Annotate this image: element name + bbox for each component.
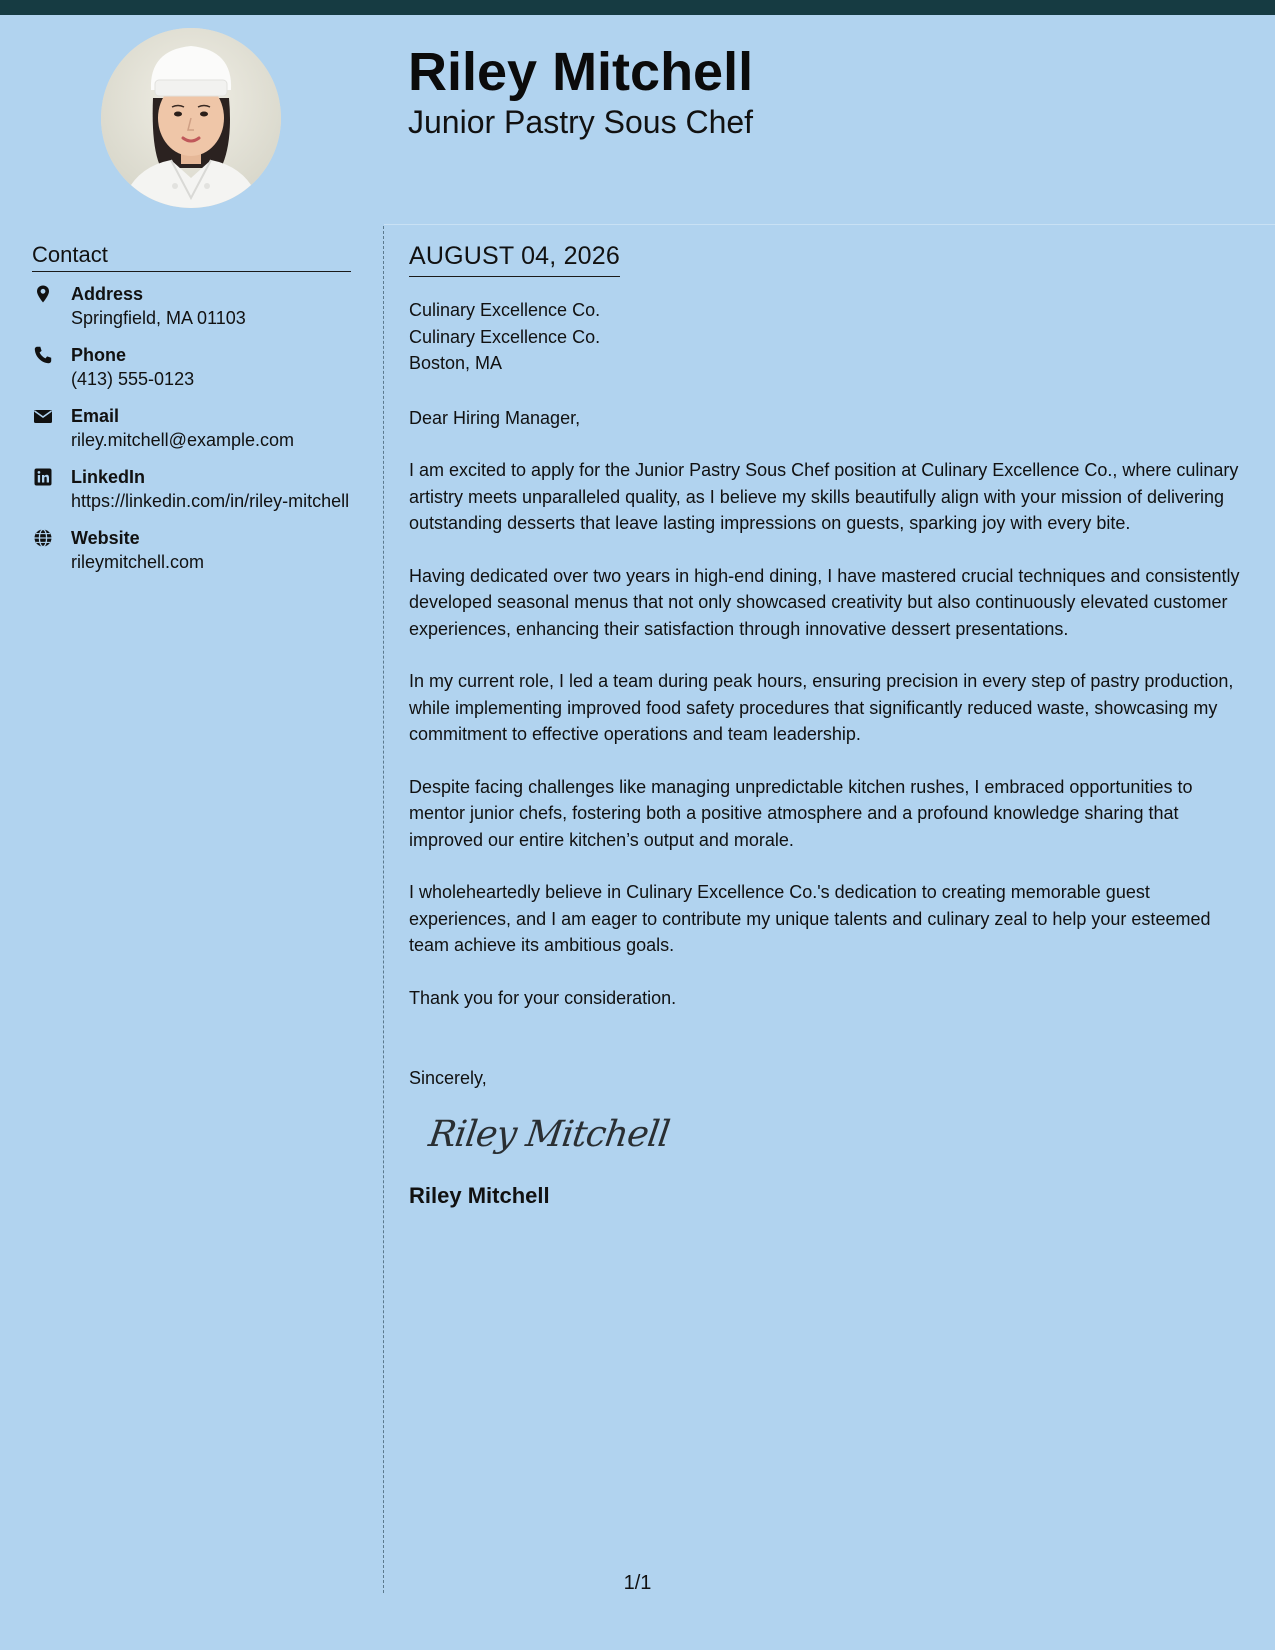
chef-portrait-icon <box>101 28 281 208</box>
contact-website <box>32 526 351 574</box>
avatar <box>101 28 281 208</box>
letter-paragraph: Thank you for your consideration. <box>409 987 677 1008</box>
phone-label: Phone <box>71 345 127 365</box>
header-divider <box>384 224 1275 225</box>
contact-heading: Contact <box>32 240 351 272</box>
phone-icon <box>33 345 53 365</box>
applicant-role: Junior Pastry Sous Chef <box>408 104 754 140</box>
contact-linkedin <box>32 465 351 513</box>
address-label: Address <box>71 284 144 304</box>
website-label: Website <box>71 528 140 548</box>
recipient-line: Culinary Excellence Co. <box>409 326 601 347</box>
letter-date: AUGUST 04, 2026 <box>409 240 620 277</box>
phone-value: (413) 555-0123 <box>71 369 195 389</box>
letter-paragraph: Having dedicated over two years in high-end dining, I have mastered crucial techniques and consistently developed seasonal menus that not only showcased creativity but also continuously elevated customer experiences, enhancing their satisfaction through innovative dessert presentations. <box>409 565 1240 639</box>
recipient-block <box>409 297 1249 377</box>
linkedin-value[interactable]: https://linkedin.com/in/riley-mitchell <box>71 491 350 511</box>
signoff-name: Riley Mitchell <box>409 1182 550 1208</box>
contact-address <box>32 282 351 330</box>
contact-sidebar <box>32 240 351 587</box>
envelope-icon <box>33 406 53 426</box>
top-accent-bar <box>0 0 1275 15</box>
address-value: Springfield, MA 01103 <box>71 308 246 328</box>
contact-email <box>32 404 351 452</box>
page-number: 1/1 <box>623 1572 652 1594</box>
letter-paragraph: I am excited to apply for the Junior Pastry Sous Chef position at Culinary Excellence Co., where culinary artistry meets unparalleled quality, as I believe my skills beautifully align with your mission of delivering outstanding desserts that leave lasting impressions on guests, sparking joy with every bite. <box>409 460 1239 533</box>
letter-paragraph: I wholeheartedly believe in Culinary Excellence Co.'s dedication to creating memorable guest experiences, and I am eager to contribute my unique talents and culinary zeal to help your esteemed team achieve its ambitious goals. <box>409 882 1211 955</box>
letter-paragraph: Despite facing challenges like managing unpredictable kitchen rushes, I embraced opportunities to mentor junior chefs, fostering both a positive atmosphere and a profound knowledge sharing that improved our entire kitchen’s output and morale. <box>409 776 1193 850</box>
globe-icon <box>33 528 53 548</box>
location-pin-icon <box>33 284 53 304</box>
recipient-line: Culinary Excellence Co. <box>409 300 601 320</box>
applicant-name: Riley Mitchell <box>408 42 754 102</box>
handwritten-signature: Riley Mitchell <box>426 1113 672 1155</box>
contact-phone <box>32 343 351 391</box>
linkedin-icon <box>33 467 53 487</box>
cover-letter <box>409 240 1249 1210</box>
letter-paragraph: In my current role, I led a team during peak hours, ensuring precision in every step of pastry production, while implementing improved food safety procedures that significantly reduced waste, showcasing my commitment to effective operations and team leadership. <box>409 671 1234 744</box>
letter-greeting: Dear Hiring Manager, <box>409 407 581 428</box>
website-value[interactable]: rileymitchell.com <box>71 552 205 572</box>
column-divider <box>383 226 384 1593</box>
linkedin-label: LinkedIn <box>71 467 146 487</box>
letter-closing: Sincerely, <box>409 1068 487 1088</box>
email-value[interactable]: riley.mitchell@example.com <box>71 430 294 450</box>
email-label: Email <box>71 406 120 426</box>
recipient-line: Boston, MA <box>409 353 503 373</box>
